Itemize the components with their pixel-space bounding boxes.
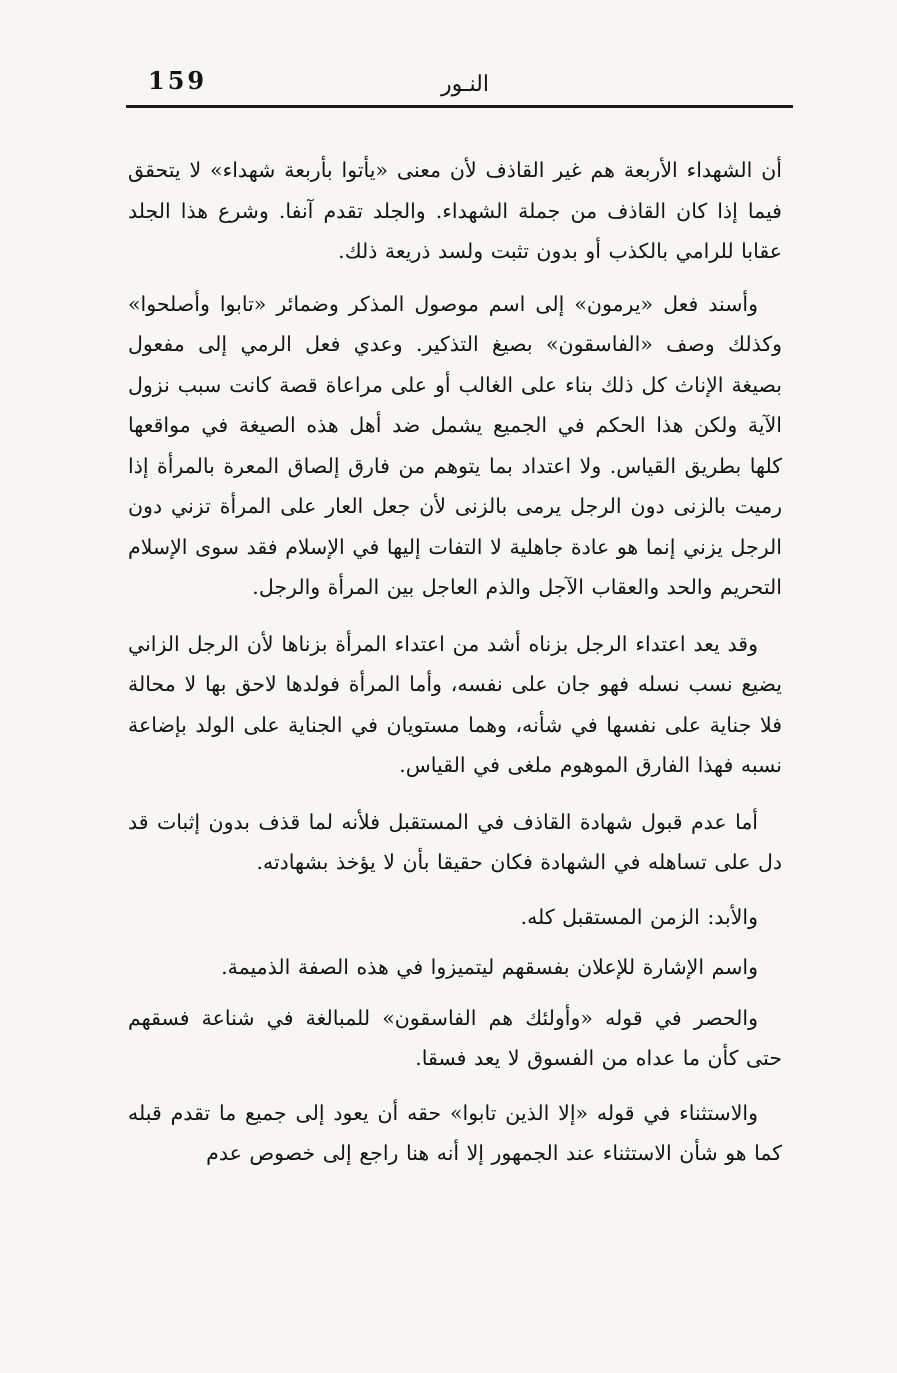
- paragraph-7: والحصر في قوله «وأولئك هم الفاسقون» للمبالغة في شناعة فسقهم حتى كأن ما عداه من الفسوق لا يعد فسقا.: [128, 1005, 782, 1070]
- paragraph-1: أن الشهداء الأربعة هم غير القاذف لأن معنى «يأتوا بأربعة شهداء» لا يتحقق فيما إذا كان القاذف من جملة الشهداء. والجلد تقدم آنفا. وشرع هذا الجلد عقابا للرامي بالكذب أو بدون تثبت ولسد ذريعة ذلك.: [128, 158, 782, 263]
- paragraph-5: والأبد: الزمن المستقبل كله.: [520, 904, 758, 929]
- page-number: 159: [148, 66, 208, 95]
- paragraph-2: وأسند فعل «يرمون» إلى اسم موصول المذكر وضمائر «تابوا وأصلحوا» وكذلك وصف «الفاسقون» بصيغ التذكير. وعدي فعل الرمي إلى مفعول بصيغة الإناث كل ذلك بناء على الغالب أو على مراعاة قصة كانت سبب نزول الآية ولكن هذا الحكم في الجميع يشمل ضد أهل هذه الصيغة في مواقعها كلها بطريق القياس. ولا اعتداد بما يتوهم من فارق إلصاق المعرة بالمرأة إذا رميت بالزنى دون الرجل يرمى بالزنى لأن جعل العار على المرأة تزني دون الرجل يزني إنما هو عادة جاهلية لا التفات إليها في الإسلام فقد سوى الإسلام التحريم والحد والعقاب الآجل والذم العاجل بين المرأة والرجل.: [128, 291, 782, 599]
- paragraph-8: والاستثناء في قوله «إلا الذين تابوا» حقه أن يعود إلى جميع ما تقدم قبله كما هو شأن الاستثناء عند الجمهور إلا أنه هنا راجع إلى خصوص عدم: [128, 1100, 782, 1165]
- header-rule: [126, 105, 793, 108]
- paragraph-4: أما عدم قبول شهادة القاذف في المستقبل فلأنه لما قذف بدون إثبات قد دل على تساهله في الشهادة فكان حقيقا بأن لا يؤخذ بشهادته.: [128, 809, 782, 874]
- paragraph-3: وقد يعد اعتداء الرجل بزناه أشد من اعتداء المرأة بزناها لأن الرجل الزاني يضيع نسب نسله فهو جان على نفسه، وأما المرأة فولدها لاحق بها لا محالة فلا جناية على نفسها في شأنه، وهما مستويان في الجناية على الولد بإضاعة نسبه فهذا الفارق الموهوم ملغى في القياس.: [128, 631, 782, 777]
- running-title: النـور: [441, 72, 489, 97]
- page-body: [128, 150, 782, 1174]
- paragraph-6: واسم الإشارة للإعلان بفسقهم ليتميزوا في هذه الصفة الذميمة.: [221, 955, 758, 979]
